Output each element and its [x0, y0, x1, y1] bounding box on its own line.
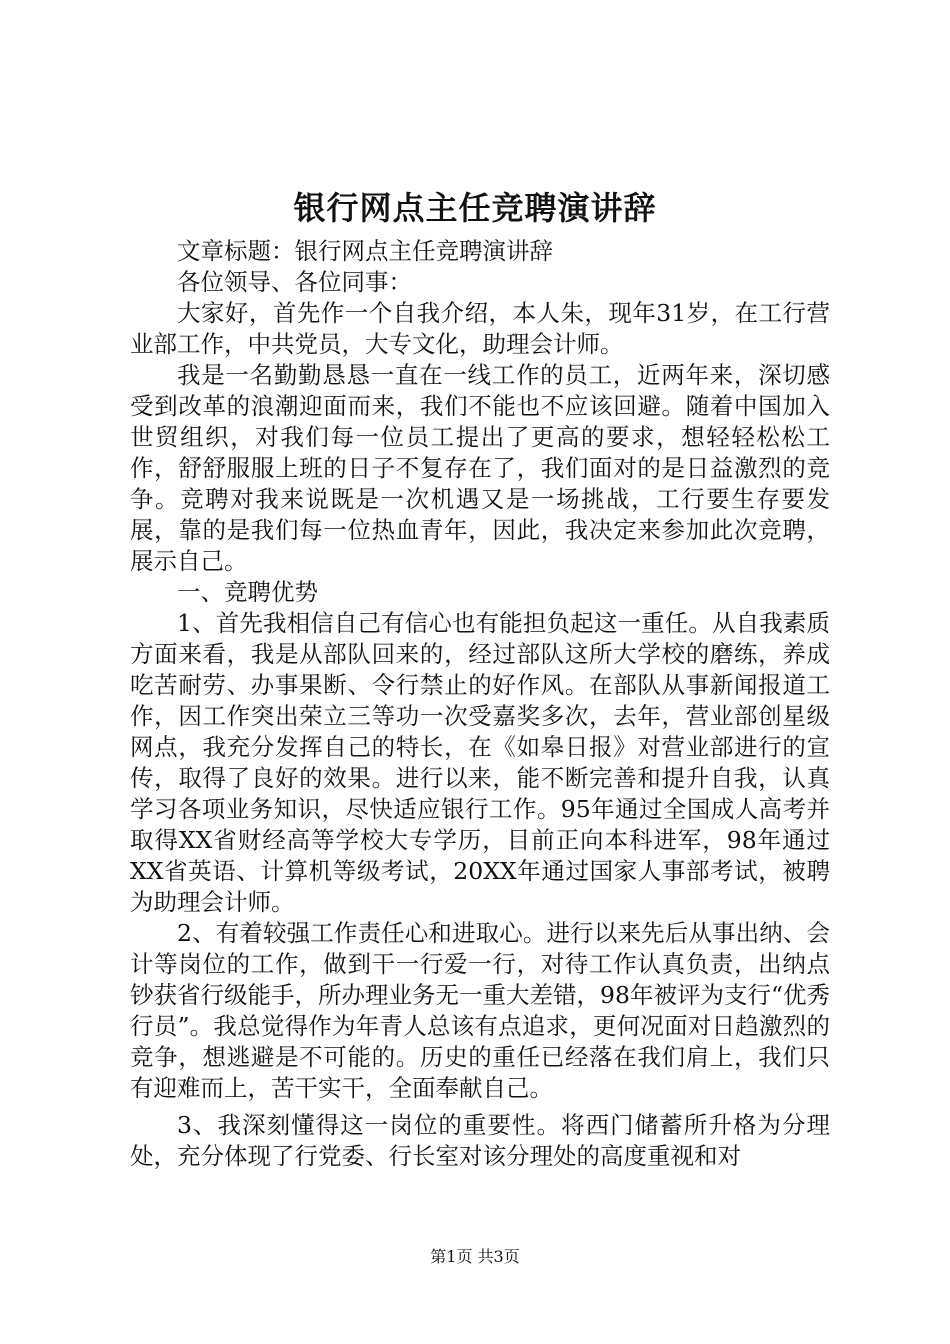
- document-title: 银行网点主任竞聘演讲辞: [293, 189, 657, 227]
- advantage-2-paragraph: 2、有着较强工作责任心和进取心。进行以来先后从事出纳、会计等岗位的工作，做到干一行爱一行，对待工作认真负责，出纳点钞获省行级能手，所办理业务无一重大差错，98年被评为支行“优秀行员”。我总觉得作为年青人总该有点追求，更何况面对日趋激烈的竞争，想逃避是不可能的。历史的重任已经落在我们肩上，我们只有迎难而上，苦干实干，全面奉献自己。: [130, 919, 830, 1102]
- advantage-1-paragraph: 1、首先我相信自己有信心也有能担负起这一重任。从自我素质方面来看，我是从部队回来的，经过部队这所大学校的磨练，养成吃苦耐劳、办事果断、令行禁止的好作风。在部队从事新闻报道工作，因工作突出荣立三等功一次受嘉奖多次，去年，营业部创星级网点，我充分发挥自己的特长，在《如皋日报》对营业部进行的宣传，取得了良好的效果。进行以来，能不断完善和提升自我，认真学习各项业务知识，尽快适应银行工作。95年通过全国成人高考并取得XX省财经高等学校大专学历，目前正向本科进军，98年通过XX省英语、计算机等级考试，20XX年通过国家人事部考试，被聘为助理会计师。: [130, 609, 830, 916]
- intro-paragraph: 大家好，首先作一个自我介绍，本人朱，现年31岁，在工行营业部工作，中共党员，大专文化，助理会计师。: [130, 299, 830, 358]
- section-heading-advantages: 一、竞聘优势: [177, 578, 318, 606]
- article-title-line: 文章标题：银行网点主任竞聘演讲辞: [177, 237, 553, 265]
- document-body: [130, 236, 830, 1172]
- motivation-paragraph: 我是一名勤勤恳恳一直在一线工作的员工，近两年来，深切感受到改革的浪潮迎面而来，我们不能也不应该回避。随着中国加入世贸组织，对我们每一位员工提出了更高的要求，想轻轻松松工作，舒舒服服上班的日子不复存在了，我们面对的是日益激烈的竞争。竞聘对我来说既是一次机遇又是一场挑战，工行要生存要发展，靠的是我们每一位热血青年，因此，我决定来参加此次竞聘，展示自己。: [130, 361, 830, 575]
- page-footer: 第1页 共3页: [430, 1247, 520, 1266]
- salutation: 各位领导、各位同事：: [177, 268, 412, 296]
- advantage-3-paragraph: 3、我深刻懂得这一岗位的重要性。将西门储蓄所升格为分理处，充分体现了行党委、行长室对该分理处的高度重视和对: [130, 1111, 830, 1170]
